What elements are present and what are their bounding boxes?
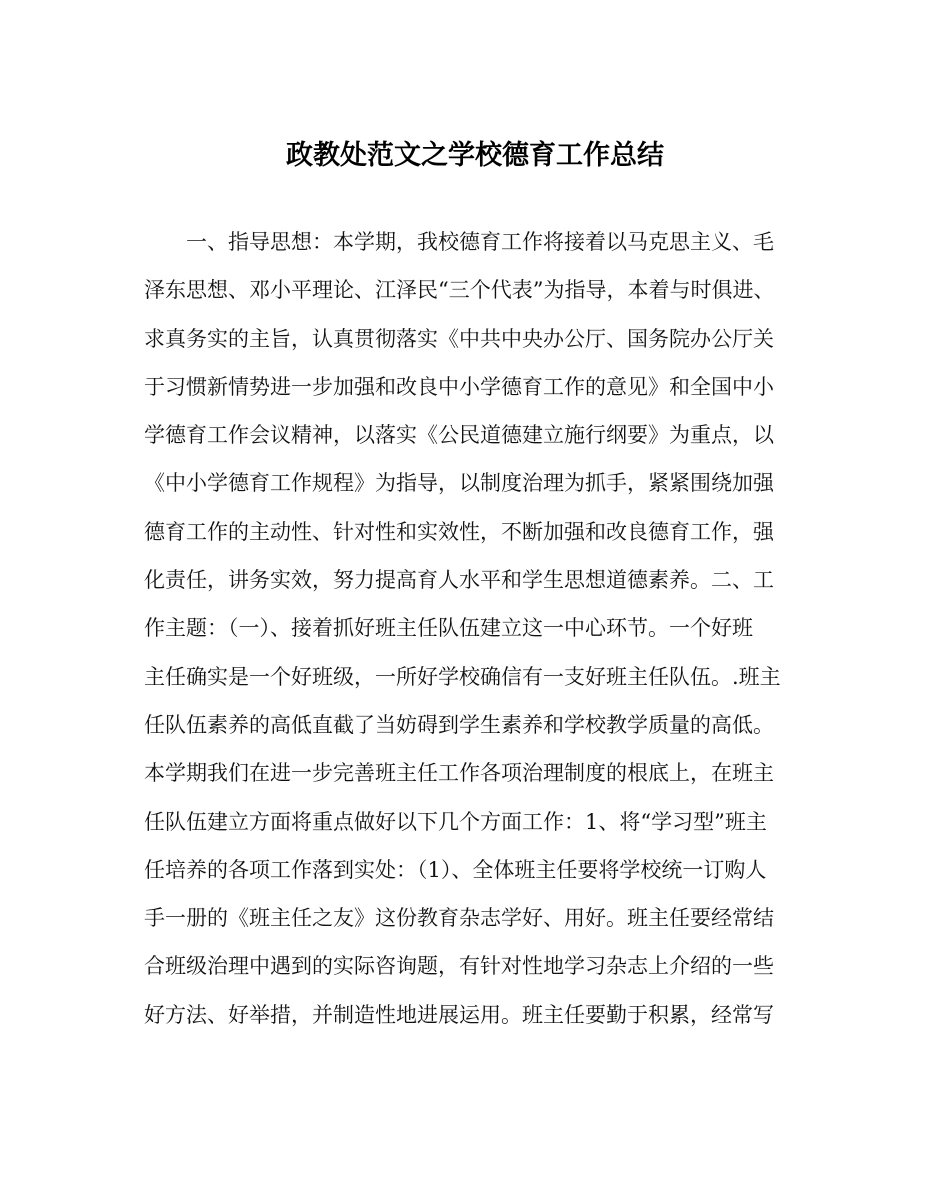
- body-line: 合班级治理中遇到的实际咨询题，有针对性地学习杂志上介绍的一些: [144, 954, 774, 979]
- body-line: 本学期我们在进一步完善班主任工作各项治理制度的根底上，在班主: [144, 761, 774, 786]
- document-body: [144, 222, 824, 1043]
- body-line: 作主题：（一）、接着抓好班主任队伍建立这一中心环节。一个好班: [144, 616, 753, 641]
- body-line: 于习惯新情势进一步加强和改良中小学德育工作的意见》和全国中小: [144, 374, 774, 399]
- body-line: 泽东思想、邓小平理论、江泽民“三个代表”为指导，本着与时俱进、: [144, 278, 775, 303]
- body-line: 任队伍素养的高低直截了当妨碍到学生素养和学校教学质量的高低。: [144, 712, 774, 737]
- body-line: 学德育工作会议精神，以落实《公民道德建立施行纲要》为重点，以: [144, 423, 774, 448]
- body-line: 德育工作的主动性、针对性和实效性，不断加强和改良德育工作，强: [144, 519, 774, 544]
- body-line: 好方法、好举措，并制造性地进展运用。班主任要勤于积累，经常写: [144, 1002, 774, 1027]
- body-line: 求真务实的主旨，认真贯彻落实《中共中央办公厅、国务院办公厅关: [144, 326, 774, 351]
- body-line: 任培养的各项工作落到实处：（1）、全体班主任要将学校统一订购人: [144, 857, 767, 882]
- body-line: 一、指导思想：本学期，我校德育工作将接着以马克思主义、毛: [144, 230, 774, 254]
- document-title: 政教处范文之学校德育工作总结: [286, 140, 664, 171]
- body-line: 《中小学德育工作规程》为指导，以制度治理为抓手，紧紧围绕加强: [144, 471, 774, 496]
- body-line: 任队伍建立方面将重点做好以下几个方面工作：1、将“学习型”班主: [144, 809, 767, 834]
- body-line: 主任确实是一个好班级，一所好学校确信有一支好班主任队伍。.班主: [144, 664, 781, 689]
- body-line: 化责任，讲务实效，努力提高育人水平和学生思想道德素养。二、工: [144, 568, 774, 593]
- body-line: 手一册的《班主任之友》这份教育杂志学好、用好。班主任要经常结: [144, 906, 774, 931]
